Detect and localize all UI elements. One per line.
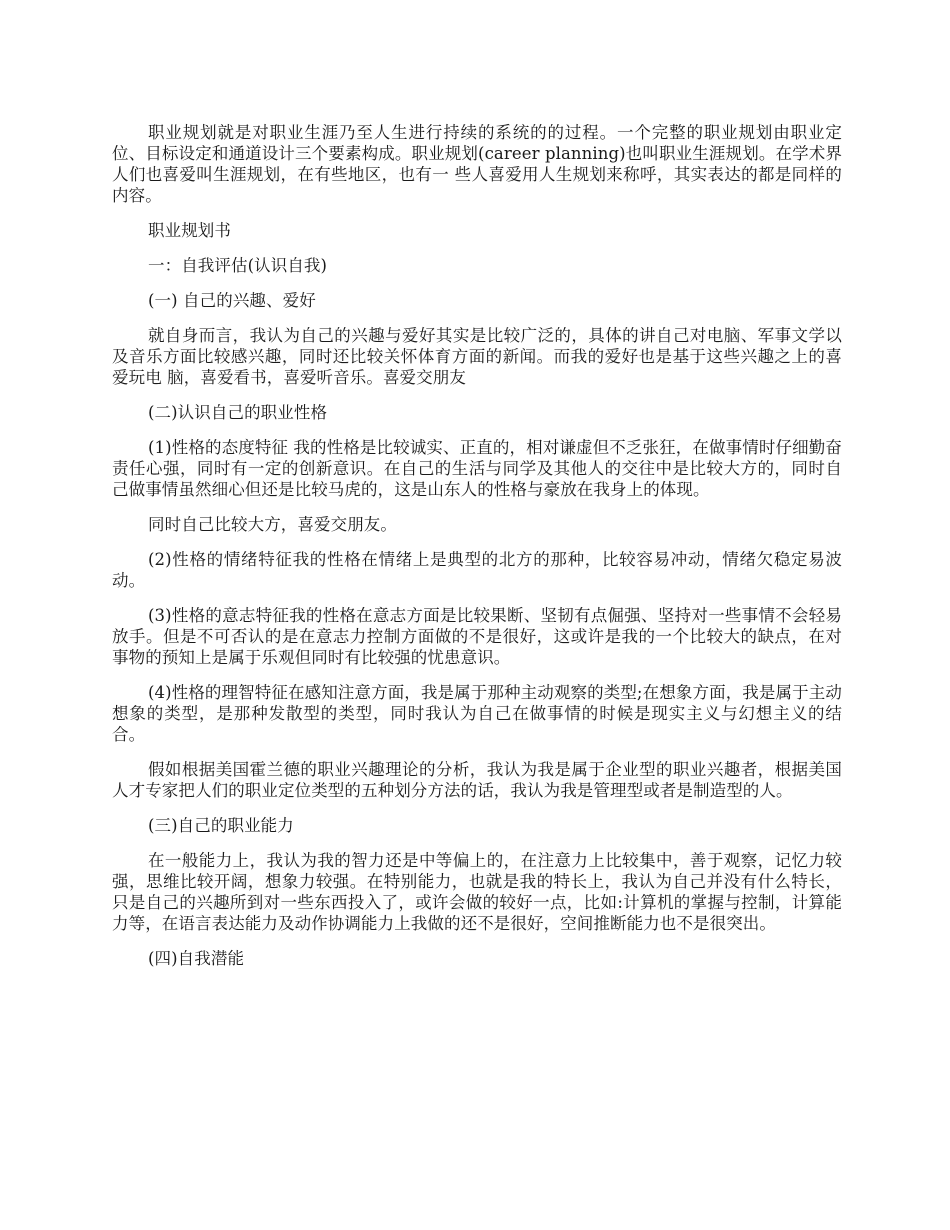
paragraph-reason-trait: (4)性格的理智特征在感知注意方面，我是属于那种主动观察的类型;在想象方面，我是属于主动想象的类型，是那种发散型的类型，同时我认为自己在做事情的时候是现实主义与幻想主义的结合。 <box>112 683 842 744</box>
subheading-career-personality: (二)认识自己的职业性格 <box>148 403 328 422</box>
document-title: 职业规划书 <box>148 221 231 240</box>
paragraph-will-trait: (3)性格的意志特征我的性格在意志方面是比较果断、坚韧有点倔强、坚持对一些事情不会轻易放手。但是不可否认的是在意志力控制方面做的不是很好，这或许是我的一个比较大的缺点，在对事物的预知上是属于乐观但同时有比较强的忧患意识。 <box>112 606 842 667</box>
intro-paragraph: 职业规划就是对职业生涯乃至人生进行持续的系统的的过程。一个完整的职业规划由职业定位、目标设定和通道设计三个要素构成。职业规划(career planning)也叫职业生涯规划。在学术界人们也喜爱叫生涯规划，在有些地区，也有一 些人喜爱用人生规划来称呼，其实表达的都是同样的内容。 <box>112 123 842 205</box>
paragraph-attitude-trait: (1)性格的态度特征 我的性格是比较诚实、正直的，相对谦虚但不乏张狂，在做事情时仔细勤奋责任心强，同时有一定的创新意识。在自己的生活与同学及其他人的交往中是比较大方的，同时自己做事情虽然细心但还是比较马虎的，这是山东人的性格与豪放在我身上的体现。 <box>112 438 842 499</box>
document-page <box>112 122 842 983</box>
paragraph-generous: 同时自己比较大方，喜爱交朋友。 <box>148 515 397 534</box>
paragraph-emotion-trait: (2)性格的情绪特征我的性格在情绪上是典型的北方的那种，比较容易冲动，情绪欠稳定易波动。 <box>112 550 842 590</box>
subheading-potential: (四)自我潜能 <box>148 949 245 968</box>
section-heading-self-assessment: 一：自我评估(认识自我) <box>148 256 328 275</box>
paragraph-interests: 就自身而言，我认为自己的兴趣与爱好其实是比较广泛的，具体的讲自己对电脑、军事文学以及音乐方面比较感兴趣，同时还比较关怀体育方面的新闻。而我的爱好也是基于这些兴趣之上的喜爱玩电 脑，喜爱看书，喜爱听音乐。喜爱交朋友 <box>112 326 842 387</box>
paragraph-abilities: 在一般能力上，我认为我的智力还是中等偏上的，在注意力上比较集中，善于观察，记忆力较强，思维比较开阔，想象力较强。在特别能力，也就是我的特长上，我认为自己并没有什么特长，只是自己的兴趣所到对一些东西投入了，或许会做的较好一点，比如:计算机的掌握与控制，计算能力等，在语言表达能力及动作协调能力上我做的还不是很好，空间推断能力也不是很突出。 <box>112 851 842 933</box>
subheading-career-ability: (三)自己的职业能力 <box>148 816 294 835</box>
paragraph-holland-theory: 假如根据美国霍兰德的职业兴趣理论的分析，我认为我是属于企业型的职业兴趣者，根据美国人才专家把人们的职业定位类型的五种划分方法的话，我认为我是管理型或者是制造型的人。 <box>112 760 842 800</box>
subheading-interests: (一) 自己的兴趣、爱好 <box>148 291 316 310</box>
